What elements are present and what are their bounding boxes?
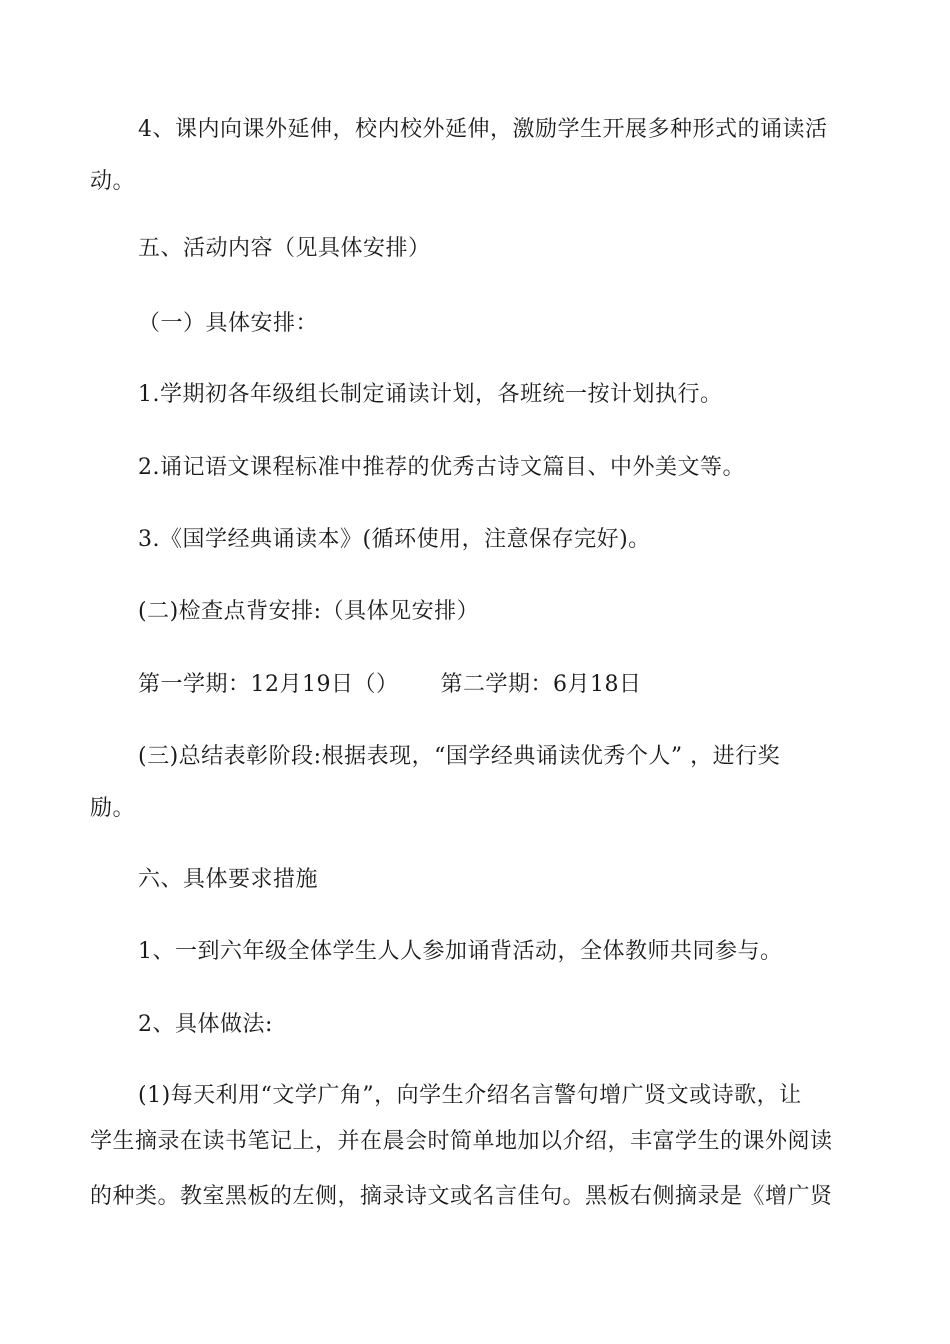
requirement-item-2: 2、具体做法: <box>138 1012 273 1037</box>
method-paragraph-line: (1)每天利用“文学广角”，向学生介绍名言警句增广贤文或诗歌，让 <box>138 1083 802 1108</box>
subsection-heading-2: (二)检查点背安排:（具体见安排） <box>138 599 480 624</box>
section-heading-5: 五、活动内容（见具体安排） <box>138 236 431 261</box>
second-semester-date: 第二学期：6月18日 <box>440 672 642 697</box>
requirement-item-1: 1、一到六年级全体学生人人参加诵背活动，全体教师共同参与。 <box>138 939 783 964</box>
paragraph-continuation: 励。 <box>90 796 136 821</box>
subsection-heading-1: （一）具体安排： <box>138 311 319 336</box>
section-heading-6: 六、具体要求措施 <box>138 867 319 892</box>
list-item-2: 2.诵记语文课程标准中推荐的优秀古诗文篇目、中外美文等。 <box>138 455 745 480</box>
paragraph-continuation: 动。 <box>90 169 136 194</box>
subsection-heading-3: (三)总结表彰阶段:根据表现，“国学经典诵读优秀个人” ，进行奖 <box>138 744 781 769</box>
list-item-3: 3.《国学经典诵读本》(循环使用，注意保存完好)。 <box>138 527 651 552</box>
list-item-1: 1.学期初各年级组长制定诵读计划，各班统一按计划执行。 <box>138 382 723 407</box>
method-paragraph-line: 学生摘录在读书笔记上，并在晨会时简单地加以介绍，丰富学生的课外阅读 <box>90 1129 833 1154</box>
semester-dates <box>138 671 918 699</box>
first-semester-date: 第一学期：12月19日（） <box>138 672 399 697</box>
paragraph-item-4: 4、课内向课外延伸，校内校外延伸，激励学生开展多种形式的诵读活 <box>138 117 828 142</box>
method-paragraph-line: 的种类。教室黑板的左侧，摘录诗文或名言佳句。黑板右侧摘录是《增广贤 <box>90 1184 833 1209</box>
